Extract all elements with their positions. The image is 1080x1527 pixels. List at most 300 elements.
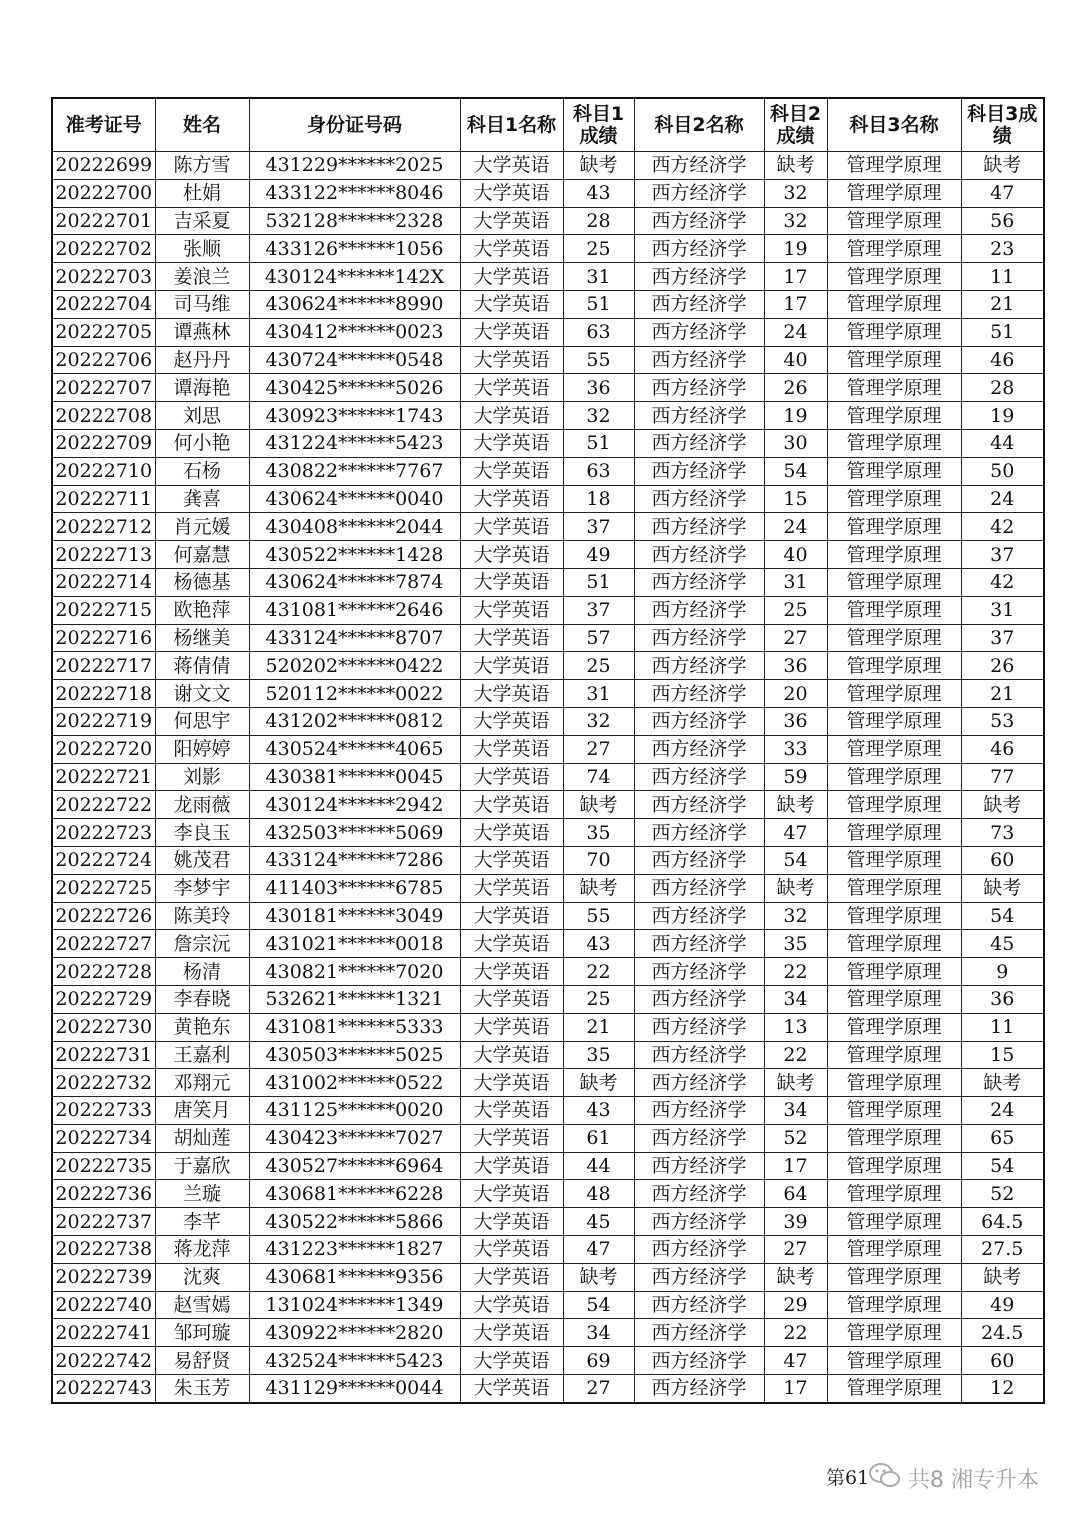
cell-subject1-score: 21 <box>563 1013 634 1041</box>
cell-exam-id: 20222708 <box>52 402 155 430</box>
cell-exam-id: 20222742 <box>52 1347 155 1375</box>
table-row <box>52 1013 1044 1041</box>
cell-subject3-score: 45 <box>961 930 1044 958</box>
cell-exam-id: 20222729 <box>52 985 155 1013</box>
cell-subject2-score: 22 <box>764 1041 827 1069</box>
cell-subject2-name: 西方经济学 <box>634 346 764 374</box>
cell-subject1-score: 28 <box>563 207 634 235</box>
cell-subject3-score: 21 <box>961 680 1044 708</box>
cell-subject3-score: 23 <box>961 235 1044 263</box>
cell-subject1-score: 37 <box>563 513 634 541</box>
cell-id-number: 430822******7767 <box>249 457 460 485</box>
cell-subject2-name: 西方经济学 <box>634 457 764 485</box>
table-row <box>52 1347 1044 1375</box>
cell-subject1-score: 44 <box>563 1152 634 1180</box>
cell-exam-id: 20222725 <box>52 874 155 902</box>
cell-subject2-score: 缺考 <box>764 152 827 180</box>
cell-exam-id: 20222701 <box>52 207 155 235</box>
cell-subject2-name: 西方经济学 <box>634 1263 764 1291</box>
cell-subject2-name: 西方经济学 <box>634 1180 764 1208</box>
table-row <box>52 235 1044 263</box>
cell-subject2-score: 36 <box>764 652 827 680</box>
cell-name: 蒋龙萍 <box>155 1236 249 1264</box>
cell-exam-id: 20222716 <box>52 624 155 652</box>
cell-name: 李梦宇 <box>155 874 249 902</box>
cell-id-number: 433124******8707 <box>249 624 460 652</box>
cell-subject3-name: 管理学原理 <box>827 596 961 624</box>
cell-subject3-name: 管理学原理 <box>827 1124 961 1152</box>
cell-subject3-score: 24 <box>961 1097 1044 1125</box>
cell-name: 姜浪兰 <box>155 263 249 291</box>
cell-name: 黄艳东 <box>155 1013 249 1041</box>
table-row <box>52 1124 1044 1152</box>
cell-subject3-score: 53 <box>961 707 1044 735</box>
table-row <box>52 1041 1044 1069</box>
cell-subject2-score: 64 <box>764 1180 827 1208</box>
cell-subject3-name: 管理学原理 <box>827 1291 961 1319</box>
cell-subject1-name: 大学英语 <box>460 1069 563 1097</box>
cell-subject1-name: 大学英语 <box>460 346 563 374</box>
cell-subject1-name: 大学英语 <box>460 819 563 847</box>
cell-subject2-score: 20 <box>764 680 827 708</box>
cell-subject2-name: 西方经济学 <box>634 1124 764 1152</box>
cell-subject1-score: 43 <box>563 930 634 958</box>
cell-id-number: 430724******0548 <box>249 346 460 374</box>
cell-subject1-score: 51 <box>563 568 634 596</box>
cell-id-number: 430408******2044 <box>249 513 460 541</box>
cell-subject1-name: 大学英语 <box>460 429 563 457</box>
cell-subject2-score: 36 <box>764 707 827 735</box>
table-row <box>52 902 1044 930</box>
table-row <box>52 402 1044 430</box>
cell-id-number: 430821******7020 <box>249 958 460 986</box>
cell-subject1-name: 大学英语 <box>460 1347 563 1375</box>
cell-subject1-score: 37 <box>563 596 634 624</box>
cell-subject1-score: 43 <box>563 179 634 207</box>
cell-subject3-name: 管理学原理 <box>827 1069 961 1097</box>
cell-subject2-score: 52 <box>764 1124 827 1152</box>
cell-id-number: 430522******1428 <box>249 541 460 569</box>
cell-subject2-score: 47 <box>764 819 827 847</box>
cell-subject2-score: 59 <box>764 763 827 791</box>
cell-exam-id: 20222722 <box>52 791 155 819</box>
cell-exam-id: 20222702 <box>52 235 155 263</box>
table-row <box>52 541 1044 569</box>
cell-subject2-score: 24 <box>764 513 827 541</box>
cell-subject2-score: 39 <box>764 1208 827 1236</box>
cell-exam-id: 20222703 <box>52 263 155 291</box>
cell-subject3-score: 9 <box>961 958 1044 986</box>
cell-subject3-score: 缺考 <box>961 1263 1044 1291</box>
cell-name: 石杨 <box>155 457 249 485</box>
cell-subject2-name: 西方经济学 <box>634 1041 764 1069</box>
cell-subject3-score: 12 <box>961 1375 1044 1403</box>
cell-subject1-name: 大学英语 <box>460 263 563 291</box>
cell-subject3-score: 60 <box>961 846 1044 874</box>
cell-name: 刘影 <box>155 763 249 791</box>
cell-subject2-score: 26 <box>764 374 827 402</box>
cell-subject2-score: 33 <box>764 735 827 763</box>
cell-subject1-score: 缺考 <box>563 874 634 902</box>
cell-subject3-name: 管理学原理 <box>827 1375 961 1403</box>
cell-id-number: 431224******5423 <box>249 429 460 457</box>
cell-subject1-name: 大学英语 <box>460 402 563 430</box>
cell-subject1-score: 48 <box>563 1180 634 1208</box>
cell-id-number: 430624******0040 <box>249 485 460 513</box>
cell-subject1-score: 51 <box>563 429 634 457</box>
cell-exam-id: 20222713 <box>52 541 155 569</box>
cell-name: 易舒贤 <box>155 1347 249 1375</box>
table-row <box>52 652 1044 680</box>
cell-id-number: 433122******8046 <box>249 179 460 207</box>
cell-subject2-name: 西方经济学 <box>634 263 764 291</box>
cell-name: 姚茂君 <box>155 846 249 874</box>
cell-subject1-score: 34 <box>563 1319 634 1347</box>
cell-id-number: 432524******5423 <box>249 1347 460 1375</box>
cell-subject3-name: 管理学原理 <box>827 763 961 791</box>
cell-subject2-name: 西方经济学 <box>634 402 764 430</box>
cell-subject1-name: 大学英语 <box>460 1291 563 1319</box>
cell-id-number: 430381******0045 <box>249 763 460 791</box>
score-table <box>51 97 1045 1404</box>
cell-subject2-score: 25 <box>764 596 827 624</box>
table-row <box>52 1236 1044 1264</box>
cell-subject3-score: 60 <box>961 1347 1044 1375</box>
cell-id-number: 431021******0018 <box>249 930 460 958</box>
cell-subject1-name: 大学英语 <box>460 1319 563 1347</box>
cell-id-number: 532621******1321 <box>249 985 460 1013</box>
cell-id-number: 430624******7874 <box>249 568 460 596</box>
cell-name: 杨德基 <box>155 568 249 596</box>
table-row <box>52 429 1044 457</box>
cell-exam-id: 20222733 <box>52 1097 155 1125</box>
cell-exam-id: 20222737 <box>52 1208 155 1236</box>
cell-id-number: 431202******0812 <box>249 707 460 735</box>
cell-subject2-score: 19 <box>764 402 827 430</box>
cell-subject2-score: 34 <box>764 1097 827 1125</box>
cell-id-number: 520112******0022 <box>249 680 460 708</box>
cell-subject1-name: 大学英语 <box>460 485 563 513</box>
cell-subject3-name: 管理学原理 <box>827 874 961 902</box>
cell-subject3-name: 管理学原理 <box>827 930 961 958</box>
cell-subject2-score: 19 <box>764 235 827 263</box>
cell-exam-id: 20222724 <box>52 846 155 874</box>
cell-subject3-score: 42 <box>961 513 1044 541</box>
cell-id-number: 430124******2942 <box>249 791 460 819</box>
cell-subject2-name: 西方经济学 <box>634 846 764 874</box>
cell-subject2-score: 缺考 <box>764 874 827 902</box>
cell-name: 何思宇 <box>155 707 249 735</box>
cell-subject3-score: 24.5 <box>961 1319 1044 1347</box>
cell-subject1-score: 57 <box>563 624 634 652</box>
cell-name: 吉采夏 <box>155 207 249 235</box>
cell-exam-id: 20222730 <box>52 1013 155 1041</box>
table-row <box>52 846 1044 874</box>
cell-exam-id: 20222714 <box>52 568 155 596</box>
table-row <box>52 763 1044 791</box>
cell-subject3-name: 管理学原理 <box>827 652 961 680</box>
cell-exam-id: 20222732 <box>52 1069 155 1097</box>
cell-subject1-name: 大学英语 <box>460 791 563 819</box>
cell-name: 沈爽 <box>155 1263 249 1291</box>
cell-name: 肖元媛 <box>155 513 249 541</box>
cell-name: 龚喜 <box>155 485 249 513</box>
table-row <box>52 735 1044 763</box>
cell-id-number: 131024******1349 <box>249 1291 460 1319</box>
cell-subject3-name: 管理学原理 <box>827 290 961 318</box>
cell-subject2-name: 西方经济学 <box>634 985 764 1013</box>
cell-subject3-name: 管理学原理 <box>827 1180 961 1208</box>
cell-subject1-name: 大学英语 <box>460 958 563 986</box>
cell-exam-id: 20222735 <box>52 1152 155 1180</box>
cell-subject1-score: 55 <box>563 902 634 930</box>
cell-id-number: 431002******0522 <box>249 1069 460 1097</box>
cell-id-number: 433126******1056 <box>249 235 460 263</box>
cell-subject2-score: 24 <box>764 318 827 346</box>
cell-subject3-score: 28 <box>961 374 1044 402</box>
cell-subject3-score: 46 <box>961 346 1044 374</box>
cell-id-number: 430503******5025 <box>249 1041 460 1069</box>
cell-name: 杜娟 <box>155 179 249 207</box>
cell-subject3-name: 管理学原理 <box>827 263 961 291</box>
cell-exam-id: 20222731 <box>52 1041 155 1069</box>
cell-subject2-name: 西方经济学 <box>634 930 764 958</box>
cell-subject1-name: 大学英语 <box>460 624 563 652</box>
table-row <box>52 152 1044 180</box>
cell-subject1-score: 缺考 <box>563 1069 634 1097</box>
cell-name: 阳婷婷 <box>155 735 249 763</box>
cell-subject2-score: 31 <box>764 568 827 596</box>
cell-subject1-name: 大学英语 <box>460 457 563 485</box>
table-row <box>52 1208 1044 1236</box>
table-row <box>52 374 1044 402</box>
table-row <box>52 1319 1044 1347</box>
table-row <box>52 1180 1044 1208</box>
cell-subject2-name: 西方经济学 <box>634 1347 764 1375</box>
cell-exam-id: 20222715 <box>52 596 155 624</box>
cell-name: 邓翔元 <box>155 1069 249 1097</box>
cell-subject3-score: 73 <box>961 819 1044 847</box>
cell-subject1-name: 大学英语 <box>460 541 563 569</box>
cell-id-number: 430423******7027 <box>249 1124 460 1152</box>
cell-subject1-score: 45 <box>563 1208 634 1236</box>
cell-subject1-name: 大学英语 <box>460 902 563 930</box>
cell-subject1-score: 31 <box>563 680 634 708</box>
cell-subject2-score: 17 <box>764 290 827 318</box>
cell-subject2-score: 17 <box>764 1152 827 1180</box>
cell-subject3-score: 44 <box>961 429 1044 457</box>
table-row <box>52 263 1044 291</box>
cell-subject3-score: 54 <box>961 1152 1044 1180</box>
cell-name: 李良玉 <box>155 819 249 847</box>
cell-subject2-name: 西方经济学 <box>634 1208 764 1236</box>
cell-id-number: 430922******2820 <box>249 1319 460 1347</box>
cell-subject3-name: 管理学原理 <box>827 374 961 402</box>
cell-subject3-score: 37 <box>961 624 1044 652</box>
cell-name: 谭海艳 <box>155 374 249 402</box>
cell-name: 赵雪嫣 <box>155 1291 249 1319</box>
cell-name: 谢文文 <box>155 680 249 708</box>
cell-subject2-name: 西方经济学 <box>634 179 764 207</box>
table-row <box>52 485 1044 513</box>
cell-name: 李芊 <box>155 1208 249 1236</box>
cell-id-number: 430522******5866 <box>249 1208 460 1236</box>
cell-subject1-name: 大学英语 <box>460 735 563 763</box>
cell-subject3-name: 管理学原理 <box>827 985 961 1013</box>
cell-subject1-name: 大学英语 <box>460 680 563 708</box>
cell-exam-id: 20222719 <box>52 707 155 735</box>
table-row <box>52 958 1044 986</box>
cell-subject3-name: 管理学原理 <box>827 1041 961 1069</box>
cell-id-number: 430923******1743 <box>249 402 460 430</box>
cell-name: 王嘉利 <box>155 1041 249 1069</box>
header-id-number: 身份证号码 <box>249 98 460 152</box>
cell-name: 何小艳 <box>155 429 249 457</box>
cell-name: 杨清 <box>155 958 249 986</box>
cell-subject2-name: 西方经济学 <box>634 763 764 791</box>
cell-subject2-name: 西方经济学 <box>634 318 764 346</box>
cell-subject2-score: 29 <box>764 1291 827 1319</box>
cell-exam-id: 20222712 <box>52 513 155 541</box>
cell-subject1-name: 大学英语 <box>460 1013 563 1041</box>
cell-subject1-name: 大学英语 <box>460 1208 563 1236</box>
cell-subject3-score: 49 <box>961 1291 1044 1319</box>
cell-name: 兰璇 <box>155 1180 249 1208</box>
table-row <box>52 179 1044 207</box>
cell-subject3-score: 42 <box>961 568 1044 596</box>
table-row <box>52 457 1044 485</box>
cell-subject2-score: 40 <box>764 541 827 569</box>
cell-subject1-score: 22 <box>563 958 634 986</box>
cell-subject3-name: 管理学原理 <box>827 791 961 819</box>
cell-subject1-score: 51 <box>563 290 634 318</box>
cell-subject1-name: 大学英语 <box>460 596 563 624</box>
cell-subject2-score: 27 <box>764 624 827 652</box>
cell-subject3-name: 管理学原理 <box>827 207 961 235</box>
cell-id-number: 430524******4065 <box>249 735 460 763</box>
cell-subject1-score: 63 <box>563 318 634 346</box>
cell-exam-id: 20222743 <box>52 1375 155 1403</box>
cell-subject3-name: 管理学原理 <box>827 1263 961 1291</box>
cell-subject3-name: 管理学原理 <box>827 485 961 513</box>
cell-name: 詹宗沅 <box>155 930 249 958</box>
cell-name: 赵丹丹 <box>155 346 249 374</box>
cell-subject3-score: 36 <box>961 985 1044 1013</box>
cell-id-number: 433124******7286 <box>249 846 460 874</box>
cell-subject3-score: 56 <box>961 207 1044 235</box>
cell-subject2-score: 缺考 <box>764 1069 827 1097</box>
cell-exam-id: 20222706 <box>52 346 155 374</box>
cell-exam-id: 20222734 <box>52 1124 155 1152</box>
cell-subject2-name: 西方经济学 <box>634 596 764 624</box>
cell-subject3-name: 管理学原理 <box>827 902 961 930</box>
cell-subject3-score: 24 <box>961 485 1044 513</box>
cell-subject3-name: 管理学原理 <box>827 1013 961 1041</box>
cell-subject3-score: 52 <box>961 1180 1044 1208</box>
cell-exam-id: 20222709 <box>52 429 155 457</box>
cell-exam-id: 20222738 <box>52 1236 155 1264</box>
cell-exam-id: 20222736 <box>52 1180 155 1208</box>
header-subject1-score: 科目1成绩 <box>563 98 634 152</box>
header-subject2-name: 科目2名称 <box>634 98 764 152</box>
cell-subject1-score: 55 <box>563 346 634 374</box>
cell-subject2-name: 西方经济学 <box>634 485 764 513</box>
cell-subject2-score: 54 <box>764 846 827 874</box>
cell-subject1-score: 缺考 <box>563 1263 634 1291</box>
cell-subject1-score: 35 <box>563 1041 634 1069</box>
cell-subject2-name: 西方经济学 <box>634 874 764 902</box>
cell-id-number: 520202******0422 <box>249 652 460 680</box>
cell-subject2-name: 西方经济学 <box>634 791 764 819</box>
cell-subject2-name: 西方经济学 <box>634 1013 764 1041</box>
cell-subject3-score: 缺考 <box>961 874 1044 902</box>
cell-subject3-score: 缺考 <box>961 791 1044 819</box>
cell-subject3-score: 19 <box>961 402 1044 430</box>
cell-subject1-name: 大学英语 <box>460 1236 563 1264</box>
cell-exam-id: 20222717 <box>52 652 155 680</box>
cell-subject3-name: 管理学原理 <box>827 735 961 763</box>
cell-id-number: 430412******0023 <box>249 318 460 346</box>
cell-name: 唐笑月 <box>155 1097 249 1125</box>
header-name: 姓名 <box>155 98 249 152</box>
table-body <box>52 152 1044 1403</box>
cell-subject3-score: 64.5 <box>961 1208 1044 1236</box>
cell-subject3-score: 54 <box>961 902 1044 930</box>
cell-subject2-name: 西方经济学 <box>634 1375 764 1403</box>
cell-subject2-score: 缺考 <box>764 1263 827 1291</box>
cell-subject1-name: 大学英语 <box>460 930 563 958</box>
cell-subject3-name: 管理学原理 <box>827 152 961 180</box>
cell-subject1-score: 25 <box>563 652 634 680</box>
cell-subject2-score: 54 <box>764 457 827 485</box>
cell-exam-id: 20222707 <box>52 374 155 402</box>
cell-subject2-name: 西方经济学 <box>634 902 764 930</box>
cell-subject2-name: 西方经济学 <box>634 680 764 708</box>
cell-subject2-name: 西方经济学 <box>634 513 764 541</box>
cell-subject2-name: 西方经济学 <box>634 290 764 318</box>
cell-subject2-score: 27 <box>764 1236 827 1264</box>
cell-id-number: 430681******6228 <box>249 1180 460 1208</box>
cell-subject3-score: 51 <box>961 318 1044 346</box>
table-row <box>52 346 1044 374</box>
cell-exam-id: 20222710 <box>52 457 155 485</box>
cell-subject1-score: 70 <box>563 846 634 874</box>
cell-subject2-score: 17 <box>764 1375 827 1403</box>
cell-id-number: 431081******2646 <box>249 596 460 624</box>
cell-name: 朱玉芳 <box>155 1375 249 1403</box>
cell-subject2-name: 西方经济学 <box>634 152 764 180</box>
cell-subject1-score: 43 <box>563 1097 634 1125</box>
cell-name: 张顺 <box>155 235 249 263</box>
cell-subject1-score: 25 <box>563 985 634 1013</box>
cell-subject3-name: 管理学原理 <box>827 1347 961 1375</box>
cell-subject1-score: 27 <box>563 735 634 763</box>
cell-exam-id: 20222705 <box>52 318 155 346</box>
cell-subject2-score: 32 <box>764 902 827 930</box>
cell-name: 欧艳萍 <box>155 596 249 624</box>
cell-subject3-name: 管理学原理 <box>827 846 961 874</box>
cell-subject3-name: 管理学原理 <box>827 568 961 596</box>
cell-subject2-name: 西方经济学 <box>634 541 764 569</box>
cell-name: 胡灿莲 <box>155 1124 249 1152</box>
cell-exam-id: 20222699 <box>52 152 155 180</box>
header-subject2-score: 科目2成绩 <box>764 98 827 152</box>
cell-subject1-score: 缺考 <box>563 791 634 819</box>
cell-subject3-score: 37 <box>961 541 1044 569</box>
cell-exam-id: 20222704 <box>52 290 155 318</box>
cell-id-number: 532128******2328 <box>249 207 460 235</box>
cell-id-number: 431129******0044 <box>249 1375 460 1403</box>
